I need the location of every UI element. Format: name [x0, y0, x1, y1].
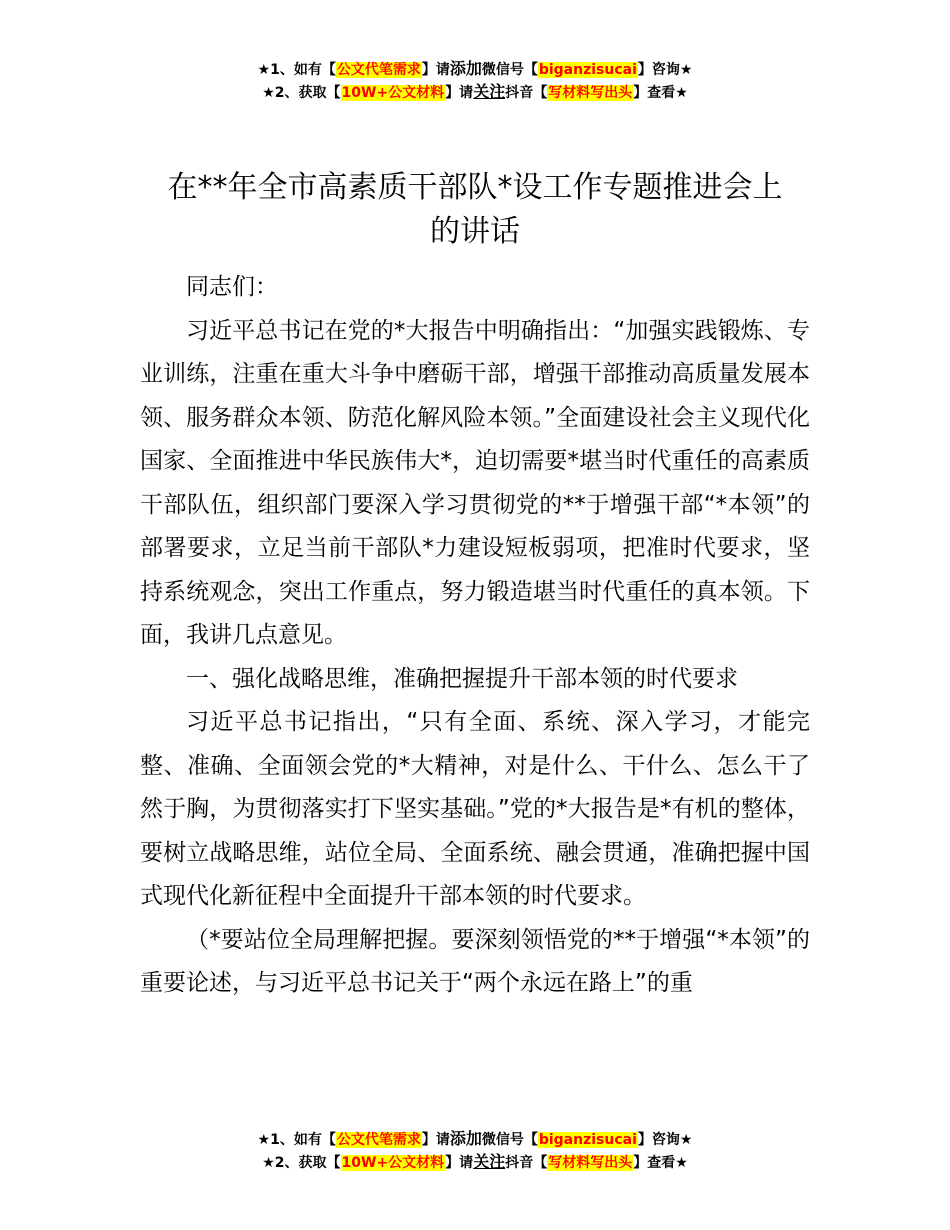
- highlight-materials: 10W+公文材料: [341, 85, 445, 101]
- banner-text: ★2、获取【: [262, 85, 341, 101]
- highlight-wechat-id: biganzisucai: [538, 1132, 637, 1148]
- highlight-wechat-id: biganzisucai: [538, 62, 637, 78]
- paragraph: 习近平总书记在党的*大报告中明确指出：“加强实践锻炼、专业训练，注重在重大斗争中磨砺干部，增强干部推动高质量发展本领、服务群众本领、防范化解风险本领。”全面建设社会主义现代化国家、全面推进中华民族伟大*，迫切需要*堪当时代重任的高素质干部队伍，组织部门要深入学习贯彻党的**于增强干部“*本领”的部署要求，立足当前干部队*力建设短板弱项，把准时代要求，坚持系统观念，突出工作重点，努力锻造堪当时代重任的真本领。下面，我讲几点意见。: [140, 317, 810, 648]
- paragraph: 习近平总书记指出，“只有全面、系统、深入学习，才能完整、准确、全面领会党的*大精神，对是什么、干什么、怎么干了然于胸，为贯彻落实打下坚实基础。”党的*大报告是*有机的整体，要树立战略思维，站位全局、全面系统、融会贯通，准确把握中国式现代化新征程中全面提升干部本领的时代要求。: [140, 709, 810, 909]
- section-heading: 一、强化战略思维，准确把握提升干部本领的时代要求: [186, 665, 738, 692]
- highlight-service: 公文代笔需求: [336, 1132, 421, 1148]
- highlight-service: 公文代笔需求: [336, 62, 421, 78]
- banner-text: ★2、获取【: [262, 1155, 341, 1171]
- banner-text: 】请: [445, 1155, 474, 1171]
- footer-banner: [0, 1128, 950, 1174]
- document-title: [140, 166, 810, 254]
- banner-text: 】查看★: [633, 1155, 688, 1171]
- banner-text: ★1、如有【: [257, 1132, 336, 1148]
- banner-text: 微信号【: [481, 1132, 538, 1148]
- banner-line-1: [0, 58, 950, 81]
- highlight-douyin-id: 写材料写出头: [548, 85, 633, 101]
- title-line-2: 的讲话: [430, 214, 520, 249]
- title-line-1: 在**年全市高素质干部队*设工作专题推进会上: [167, 170, 783, 205]
- banner-text: 】咨询★: [637, 62, 693, 78]
- banner-line-2: [0, 81, 950, 104]
- paragraph: （*要站位全局理解把握。要深刻领悟党的**于增强“*本领”的重要论述，与习近平总书记关于“两个永远在路上”的重: [140, 926, 810, 996]
- banner-text: 】请: [445, 85, 474, 101]
- banner-line-2: [0, 1151, 950, 1174]
- banner-text: 抖音【: [505, 85, 548, 101]
- banner-text: 微信号【: [481, 62, 538, 78]
- banner-emphasis: 添加: [449, 59, 482, 78]
- banner-emphasis: 添加: [449, 1129, 482, 1148]
- banner-emphasis: 关注: [473, 1152, 506, 1171]
- banner-text: 】咨询★: [637, 1132, 693, 1148]
- banner-text: 】查看★: [633, 85, 688, 101]
- highlight-materials: 10W+公文材料: [341, 1155, 445, 1171]
- highlight-douyin-id: 写材料写出头: [548, 1155, 633, 1171]
- banner-emphasis: 关注: [473, 82, 506, 101]
- document-body: [140, 266, 810, 1006]
- banner-text: 】请: [421, 62, 450, 78]
- banner-line-1: [0, 1128, 950, 1151]
- banner-text: 】请: [421, 1132, 450, 1148]
- header-banner: [0, 58, 950, 104]
- salutation: 同志们：: [186, 274, 278, 300]
- banner-text: ★1、如有【: [257, 62, 336, 78]
- banner-text: 抖音【: [505, 1155, 548, 1171]
